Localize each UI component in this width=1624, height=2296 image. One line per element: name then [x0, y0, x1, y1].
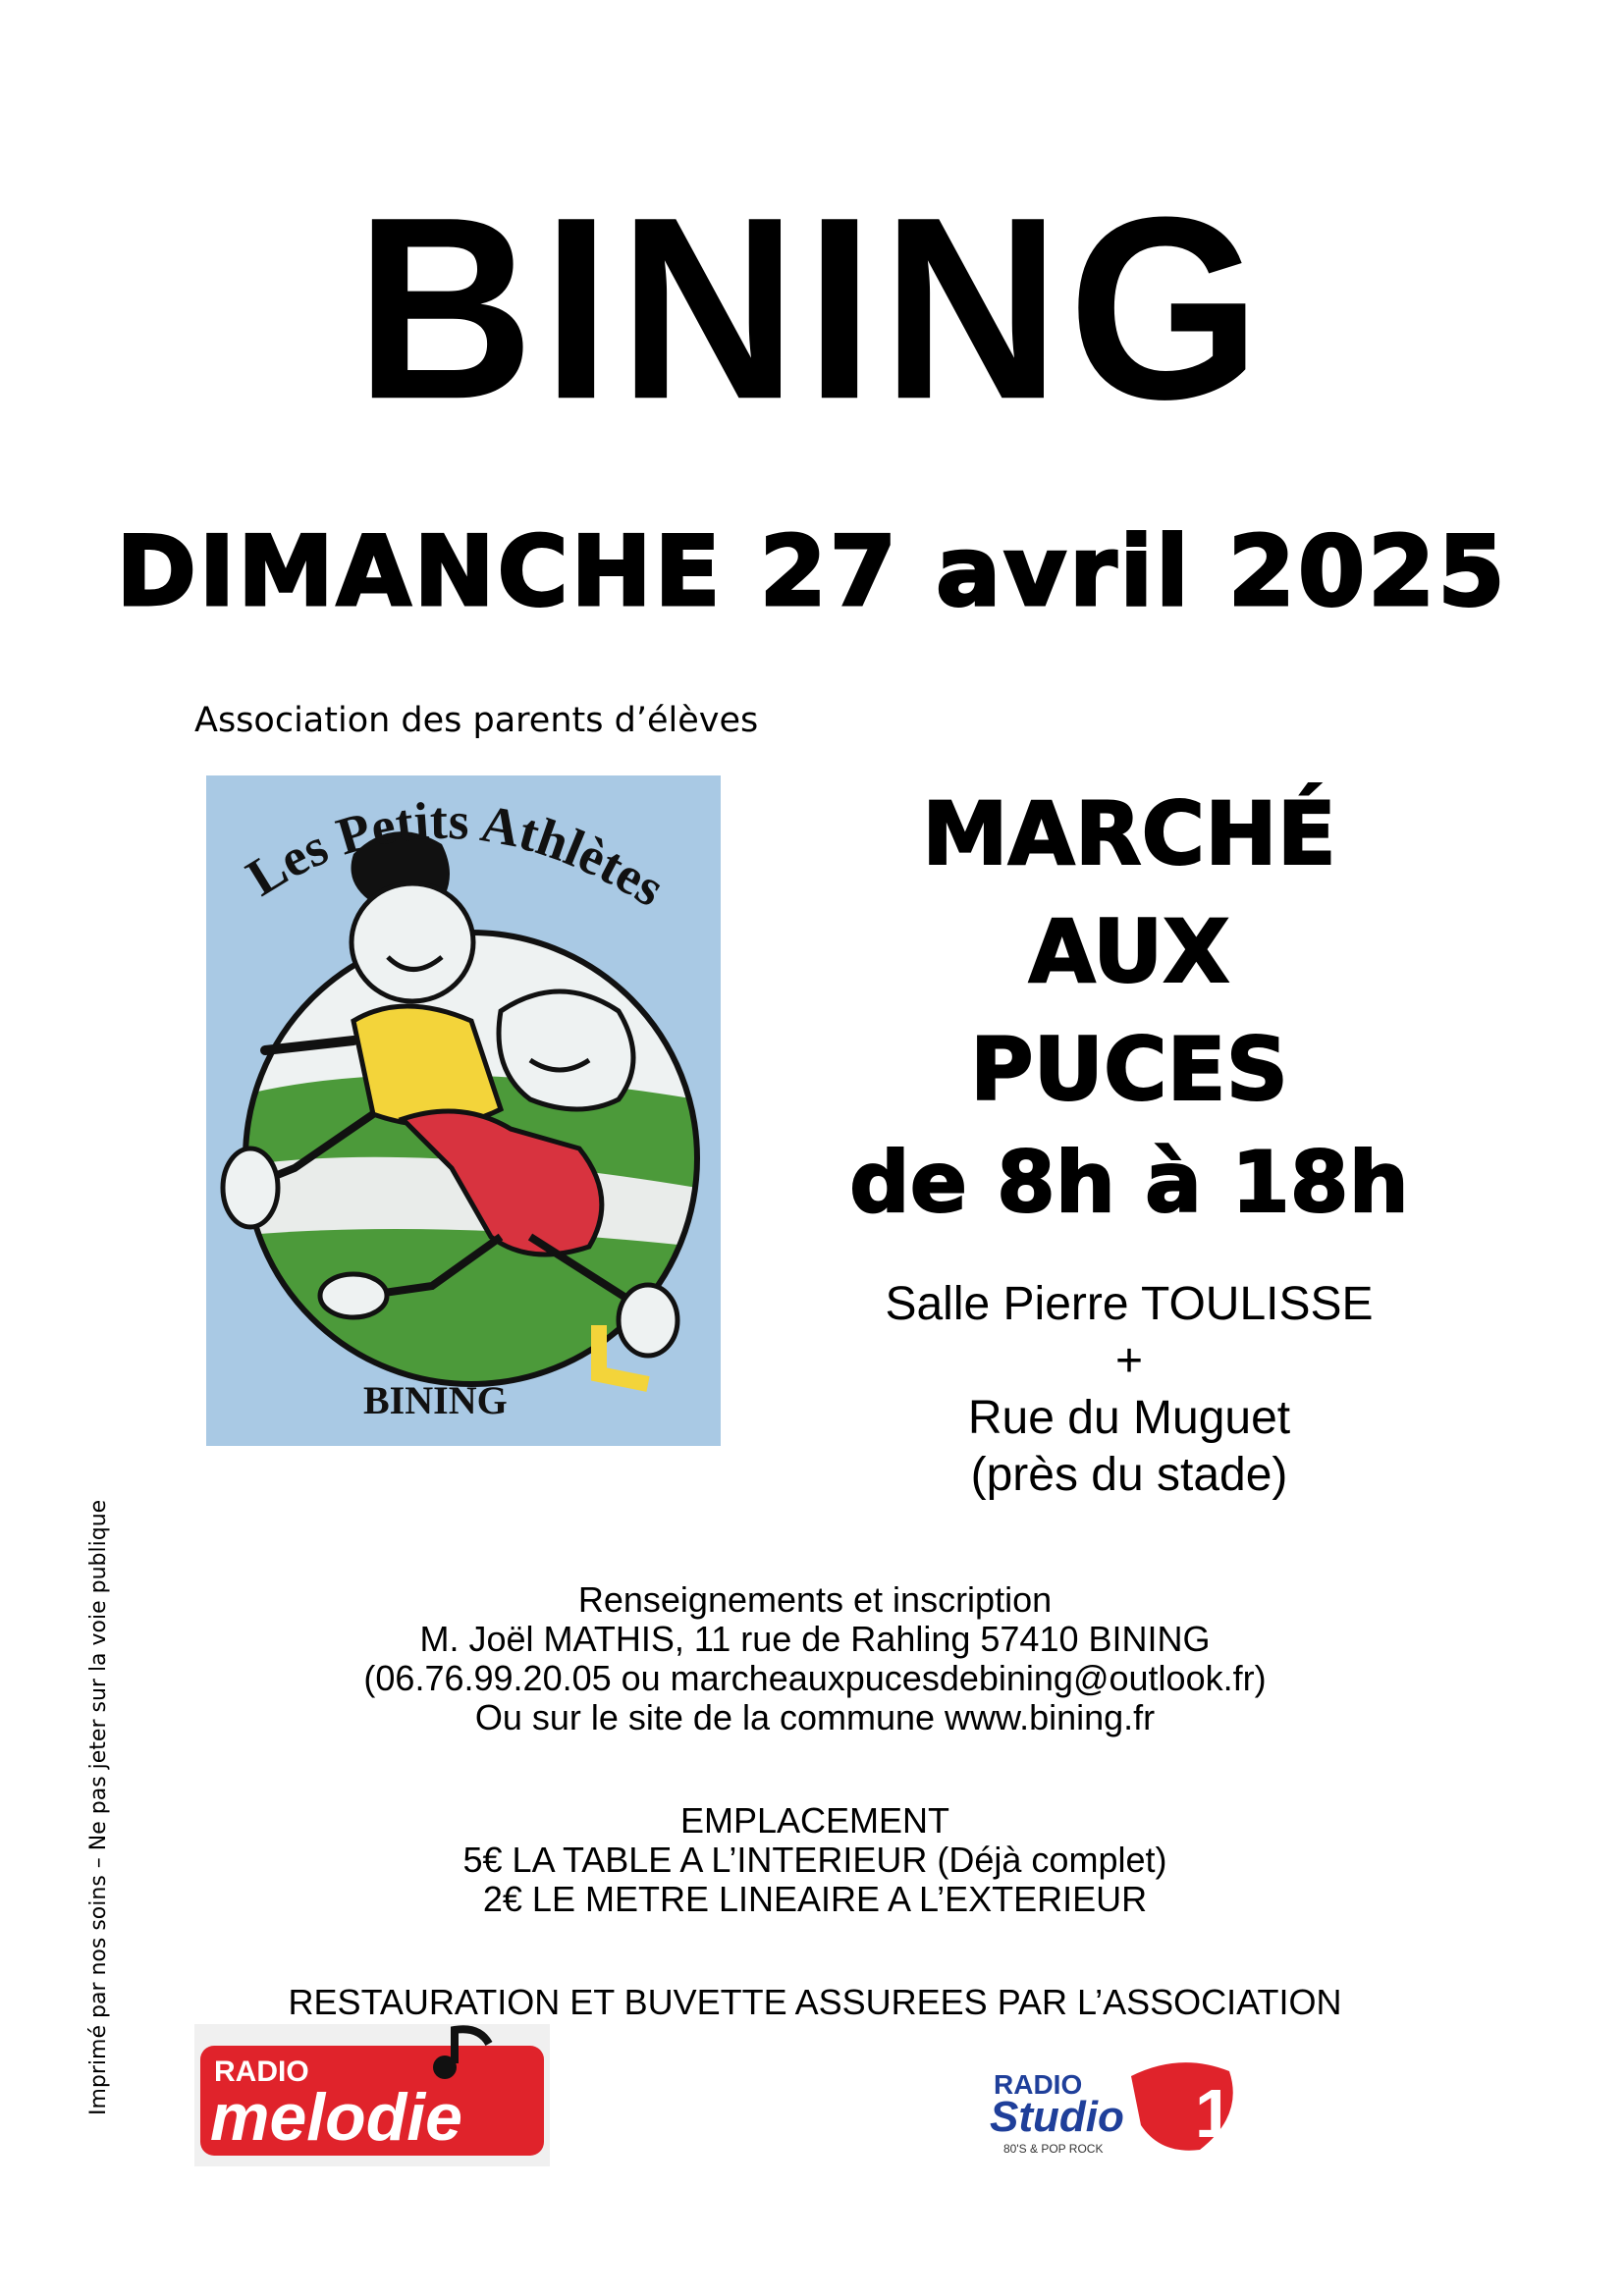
event-title-line: PUCES: [969, 1019, 1289, 1120]
event-title: [835, 775, 1424, 1129]
radio-melodie-name: melodie: [210, 2080, 462, 2155]
event-title-line: AUX: [1028, 901, 1230, 1002]
event-hours: de 8h à 18h: [849, 1134, 1409, 1232]
music-note-dot: [433, 2056, 457, 2079]
radio-studio1-graphic: [984, 2056, 1239, 2164]
radio-studio1-tagline: 80'S & POP ROCK: [1003, 2142, 1104, 2156]
print-disclaimer: Imprimé par nos soins – Ne pas jeter sur la voie publique: [86, 1499, 111, 2115]
catering-note: RESTAURATION ET BUVETTE ASSUREES PAR L’ASSOCIATION: [288, 1982, 1342, 2022]
logo-title-text: Les Petits Athlètes: [236, 790, 676, 919]
event-venue: [795, 1276, 1463, 1504]
radio-melodie-graphic: [194, 2024, 550, 2166]
petits-athletes-illustration: [206, 775, 721, 1446]
town-title: BINING: [355, 163, 1269, 454]
radio-studio1-number: 1: [1195, 2075, 1233, 2152]
radio-studio1-logo: [984, 2056, 1239, 2164]
pricing-line: 2€ LE METRE LINEAIRE A L’EXTERIEUR: [482, 1879, 1148, 1919]
contact-line: Ou sur le site de la commune www.bining.fr: [474, 1697, 1156, 1737]
event-title-line: MARCHÉ: [922, 783, 1336, 884]
pricing-line: 5€ LA TABLE A L’INTERIEUR (Déjà complet): [462, 1840, 1167, 1880]
venue-line: Salle Pierre TOULISSE: [885, 1278, 1374, 1330]
contact-line: Renseignements et inscription: [577, 1579, 1053, 1620]
pricing-info: [147, 1801, 1483, 1919]
pricing-line: EMPLACEMENT: [679, 1800, 950, 1841]
contact-info: [147, 1580, 1483, 1737]
venue-line: (près du stade): [970, 1449, 1288, 1501]
event-date: DIMANCHE 27 avril 2025: [116, 516, 1508, 628]
radio-melodie-top: RADIO: [214, 2056, 309, 2088]
radio-melodie-logo: [194, 2024, 550, 2166]
contact-line: M. Joël MATHIS, 11 rue de Rahling 57410 BINING: [419, 1619, 1211, 1659]
radio-studio1-name: Studio: [990, 2093, 1124, 2141]
association-label: Association des parents d’élèves: [194, 701, 759, 740]
radio-studio1-top: RADIO: [994, 2069, 1083, 2100]
contact-line: (06.76.99.20.05 ou marcheauxpucesdebining@outlook.fr): [363, 1658, 1267, 1698]
logo-town-text: BINING: [363, 1378, 508, 1422]
venue-line: Rue du Muguet: [967, 1392, 1291, 1444]
association-logo: [206, 775, 721, 1446]
venue-line: +: [1114, 1335, 1144, 1387]
